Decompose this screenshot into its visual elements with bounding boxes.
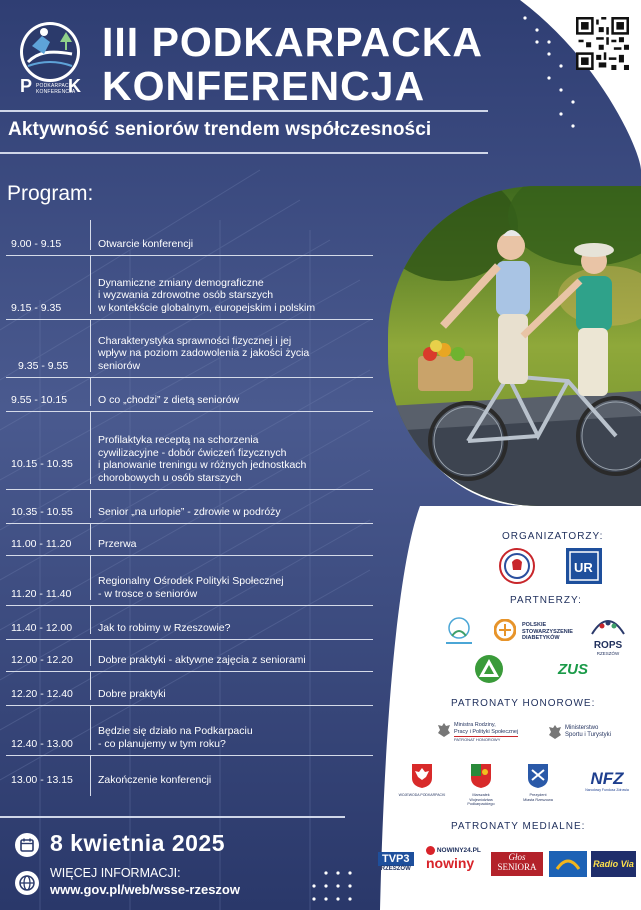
- schedule-time: 9.55 - 10.15: [11, 394, 68, 406]
- schedule-description: Będzie się działo na Podkarpaciu - co planujemy w tym roku?: [98, 725, 253, 750]
- subtitle-divider: [0, 152, 488, 154]
- radio-via-logo: [591, 851, 636, 877]
- schedule-time: 9.15 - 9.35: [11, 302, 62, 314]
- marshal-line3: Podkarpackiego: [467, 802, 495, 806]
- tvp3-city: RZESZÓW: [380, 866, 411, 872]
- rops-text: ROPS: [593, 640, 623, 651]
- column-divider: [90, 256, 91, 314]
- nfz-logo: [580, 770, 634, 792]
- column-divider: [90, 672, 91, 700]
- marshal-line2: Województwa: [469, 797, 493, 802]
- column-divider: [90, 524, 91, 550]
- nfz-caption: Narodowy Fundusz Zdrowia: [585, 788, 629, 792]
- diabetes-line2: STOWARZYSZENIE: [522, 628, 573, 635]
- logo-letter-p: P: [20, 76, 33, 96]
- schedule-time: 9.00 - 9.15: [11, 238, 62, 250]
- schedule-description: Regionalny Ośrodek Polityki Społecznej - w trosce o seniorów: [98, 575, 284, 600]
- mayor-logo: [518, 764, 558, 802]
- schedule-row: [0, 672, 373, 706]
- mayor-line2: Miasta Rzeszowa: [523, 797, 553, 802]
- schedule-description: Profilaktyka receptą na schorzenia cywilizacyjne - dobór ćwiczeń fizycznych i planowanie treningu w różnych jednostkach chorobowych u osób starszych: [98, 434, 307, 484]
- schedule-row: [0, 256, 373, 320]
- schedule-description: Dobre praktyki: [98, 687, 166, 700]
- svg-text:UR: UR: [574, 560, 593, 575]
- glos-seniora-logo: [491, 852, 543, 876]
- glos-text: Głos: [508, 852, 526, 862]
- mayor-line1: Prezydent: [529, 793, 547, 797]
- schedule-row: [0, 606, 373, 640]
- column-divider: [90, 490, 91, 518]
- nowiny-text: nowiny: [426, 855, 475, 871]
- schedule-description: Dobre praktyki - aktywne zajęcia z seniorami: [98, 653, 306, 666]
- schedule-description: O co „chodzi” z dietą seniorów: [98, 393, 240, 406]
- voivode-logo: [398, 764, 446, 797]
- column-divider: [90, 756, 91, 796]
- column-divider: [90, 320, 91, 372]
- organizers-heading: ORGANIZATORZY:: [502, 531, 604, 542]
- rops-city: RZESZÓW: [596, 651, 620, 656]
- schedule-row: [0, 220, 373, 256]
- rops-icon: [590, 616, 626, 636]
- schedule-row: [0, 706, 373, 756]
- diabetes-line1: POLSKIE: [522, 622, 547, 628]
- globe-icon: [15, 871, 39, 895]
- marshal-line1: Marszałek: [472, 793, 490, 797]
- rops-logo: [588, 616, 628, 656]
- column-divider: [90, 706, 91, 750]
- logo-letter-k: K: [68, 76, 81, 96]
- more-info-link[interactable]: www.gov.pl/web/wsse-rzeszow: [50, 882, 240, 897]
- partners-heading: PARTNERZY:: [510, 595, 582, 606]
- schedule-description: Jak to robimy w Rzeszowie?: [98, 621, 231, 634]
- schedule-description: Senior „na urlopie” - zdrowie w podróży: [98, 505, 281, 518]
- ministry1-line1: Ministra Rodziny,: [454, 722, 496, 728]
- schedule-time: 13.00 - 13.15: [11, 774, 73, 786]
- column-divider: [90, 220, 91, 250]
- schedule-row: [0, 640, 373, 672]
- title-line2: KONFERENCJA: [102, 63, 426, 109]
- event-date: 8 kwietnia 2025: [50, 830, 225, 856]
- eagle-icon: [548, 724, 562, 740]
- title-line1: III PODKARPACKA: [102, 19, 483, 65]
- voivode-text: WOJEWODA PODKARPACKI: [398, 793, 446, 797]
- column-divider: [90, 412, 91, 484]
- schedule-row: [0, 756, 373, 796]
- polish-eagle-shield-icon: [412, 764, 432, 788]
- schedule-time: 12.40 - 13.00: [11, 738, 73, 750]
- schedule-row: [0, 490, 373, 524]
- wsse-logo: [499, 548, 535, 584]
- schedule-time: 11.00 - 11.20: [11, 538, 72, 550]
- schedule-time: 11.40 - 12.00: [11, 622, 73, 634]
- nowiny-logo: [426, 846, 481, 871]
- column-divider: [90, 640, 91, 666]
- schedule-row: [0, 378, 373, 412]
- green-triangle-logo: [472, 654, 506, 684]
- rzeszow-shield-icon: [528, 764, 548, 788]
- radio-via-text: Radio Via: [593, 859, 634, 869]
- schedule-description: Otwarcie konferencji: [98, 237, 194, 250]
- honorary-heading: PATRONATY HONOROWE:: [451, 698, 596, 709]
- senior-association-logo: [444, 614, 474, 650]
- footer-divider: [0, 816, 345, 818]
- media-heading: PATRONATY MEDIALNE:: [451, 821, 586, 832]
- schedule-description: Dynamiczne zmiany demograficzne i wyzwania zdrowotne osób starszych w kontekście globalnym, europejskim i polskim: [98, 276, 316, 314]
- subtitle: Aktywność seniorów trendem współczesności: [8, 119, 432, 140]
- schedule-time: 9.35 - 9.55: [18, 360, 69, 372]
- schedule-row: [0, 320, 373, 378]
- schedule-time: 11.20 - 11.40: [11, 588, 72, 600]
- diabetes-line3: DIABETYKÓW: [522, 635, 560, 641]
- marshal-logo: [459, 764, 503, 807]
- nowiny24-icon: [426, 846, 435, 855]
- logo-caption-line2: KONFERENCJA: [36, 89, 76, 95]
- column-divider: [90, 606, 91, 634]
- qr-code[interactable]: [576, 17, 629, 70]
- ministry1-line3: PATRONAT HONOROWY: [454, 736, 518, 744]
- schedule-row: [0, 524, 373, 556]
- schedule-time: 10.35 - 10.55: [11, 506, 73, 518]
- more-info-label: WIĘCEJ INFORMACJI:: [50, 866, 181, 880]
- logo-caption: [36, 83, 76, 95]
- nfz-text: NFZ: [590, 769, 624, 788]
- column-divider: [90, 378, 91, 406]
- schedule-time: 10.15 - 10.35: [11, 458, 73, 470]
- eagle-icon: [437, 722, 451, 738]
- program-heading: Program:: [7, 182, 94, 205]
- diabetes-association-name: [522, 622, 573, 642]
- nowiny24-label: NOWINY24.PL: [436, 847, 481, 855]
- zus-logo: ZUS: [558, 661, 588, 678]
- schedule-description: Przerwa: [98, 537, 137, 550]
- media-partner-logo: [549, 851, 587, 877]
- nowiny24-text: [426, 846, 481, 855]
- schedule-time: 12.00 - 12.20: [11, 654, 73, 666]
- schedule-description: Charakterystyka sprawności fizycznej i jej wpływ na poziom zadowolenia z jakości życia seniorów: [98, 334, 310, 372]
- tvp3-text: TVP3: [378, 852, 414, 866]
- column-divider: [90, 556, 91, 600]
- ur-university-logo: [566, 548, 602, 584]
- calendar-icon: [15, 833, 39, 857]
- logo-caption-line1: PODKARPACKA: [36, 83, 76, 89]
- ministry1-line2: Pracy i Polityki Społecznej: [454, 728, 519, 735]
- tvp3-logo: [378, 852, 414, 872]
- title-divider: [0, 110, 488, 112]
- ministry2-line2: Sportu i Turystyki: [565, 731, 612, 738]
- diabetes-association-icon: [494, 619, 516, 641]
- schedule-row: [0, 412, 373, 490]
- schedule-row: [0, 556, 373, 606]
- marshal-shield-icon: [471, 764, 491, 788]
- schedule-description: Zakończenie konferencji: [98, 773, 212, 786]
- seniora-text: SENIORA: [497, 862, 537, 872]
- page-title: [102, 20, 483, 108]
- schedule-time: 12.20 - 12.40: [11, 688, 73, 700]
- ministry2-line1: Ministerstwo: [565, 725, 599, 731]
